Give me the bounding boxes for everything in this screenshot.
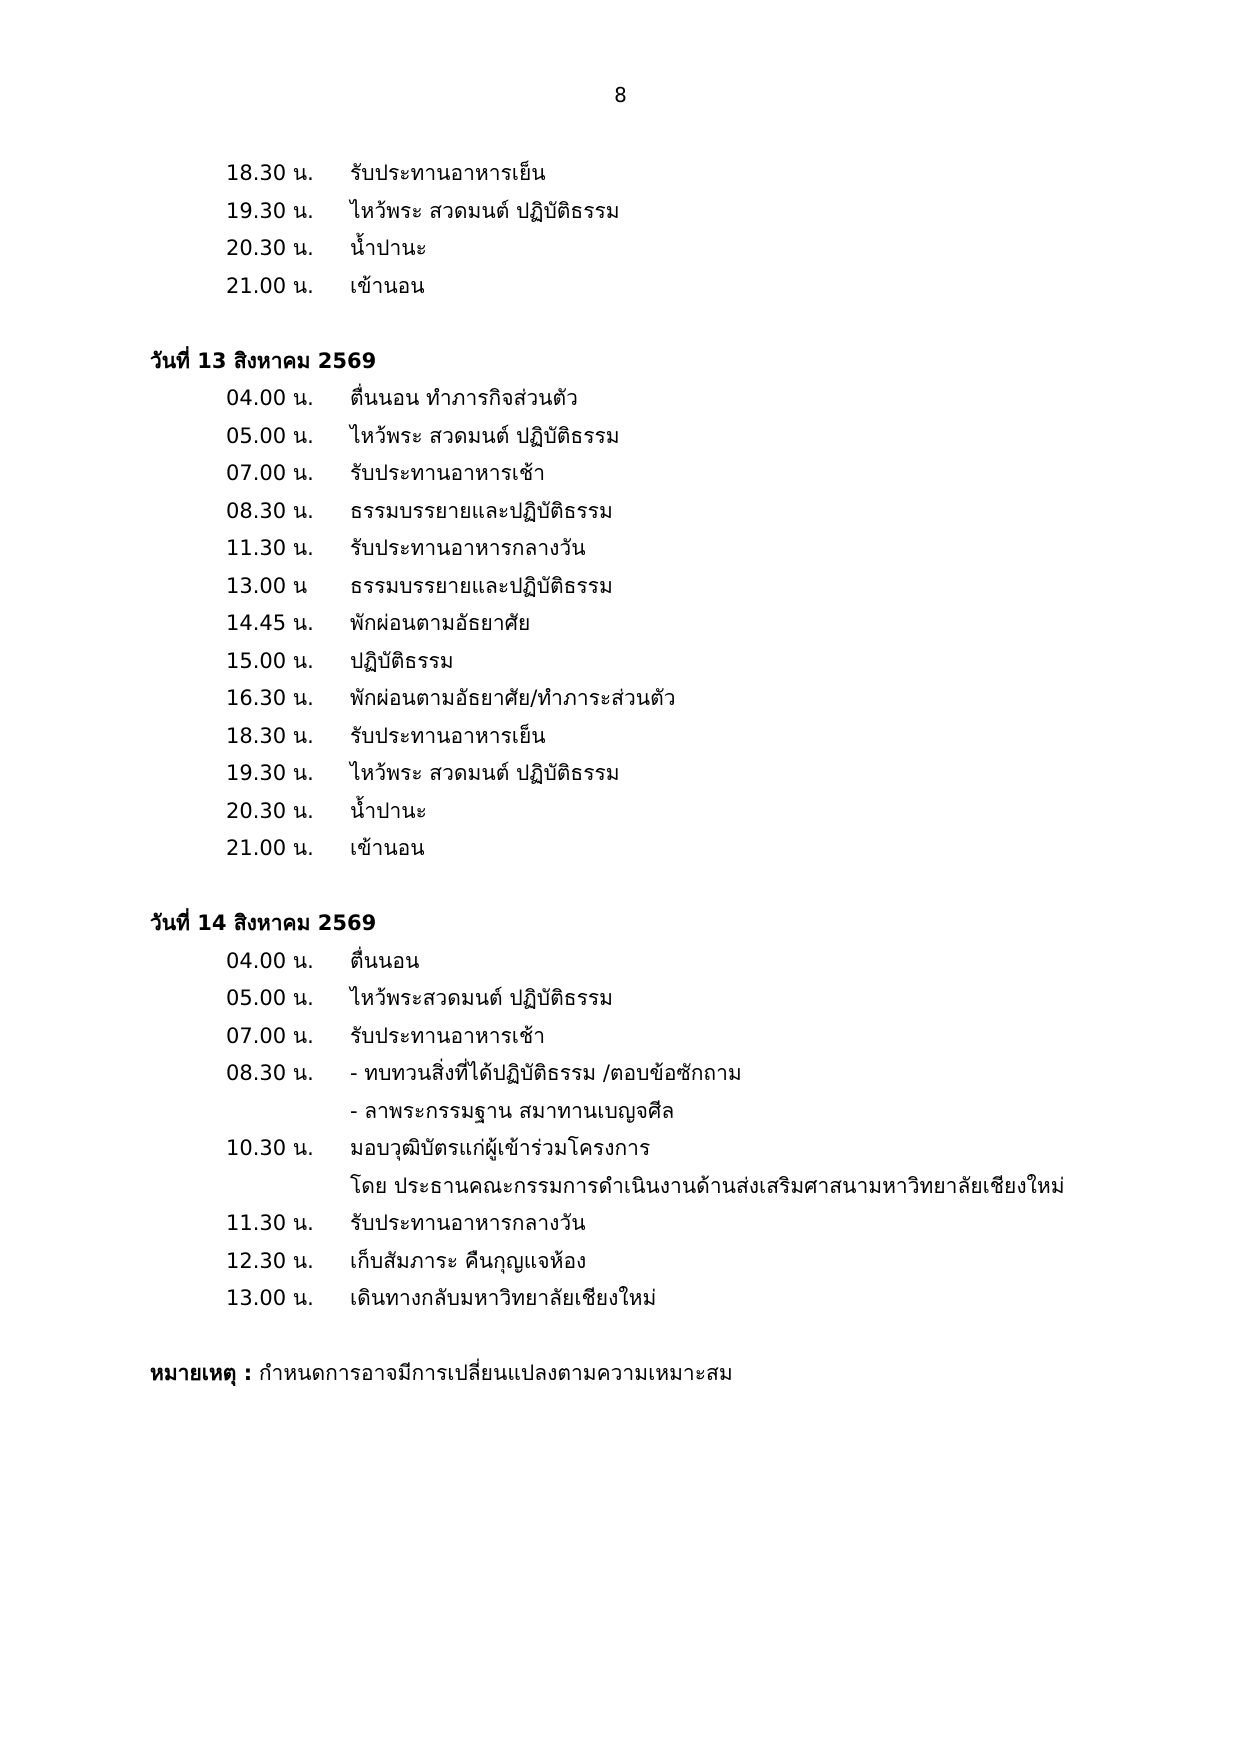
day-14-heading: วันที่ 14 สิงหาคม 2569 [150, 911, 377, 935]
schedule-activity: รับประทานอาหารเย็น [350, 161, 546, 185]
schedule-activity: เข้านอน [350, 836, 425, 860]
schedule-time: 19.30 น. [226, 198, 314, 223]
schedule-time: 11.30 น. [226, 1211, 314, 1235]
schedule-row [150, 643, 1150, 681]
schedule-activity: ไหว้พระ สวดมนต์ ปฏิบัติธรรม [350, 761, 620, 785]
schedule-time: 19.30 น. [226, 761, 314, 785]
remark-label: หมายเหตุ : [150, 1361, 253, 1385]
remark-text: กำหนดการอาจมีการเปลี่ยนแปลงตามความเหมาะสม [252, 1361, 733, 1385]
day-13-heading: วันที่ 13 สิงหาคม 2569 [150, 348, 377, 373]
schedule-activity: โดย ประธานคณะกรรมการดำเนินงานด้านส่งเสริมศาสนามหาวิทยาลัยเชียงใหม่ [350, 1173, 1065, 1198]
schedule-activity: มอบวุฒิบัตรแก่ผู้เข้าร่วมโครงการ [350, 1136, 651, 1160]
schedule-row [150, 418, 1150, 456]
schedule-row [150, 493, 1150, 531]
schedule-time: 08.30 น. [226, 498, 314, 523]
schedule-time: 16.30 น. [226, 686, 314, 710]
schedule-row [150, 268, 1150, 306]
schedule-time: 05.00 น. [226, 423, 314, 448]
day-14-section [150, 905, 1150, 1318]
schedule-row [150, 755, 1150, 793]
schedule-row [150, 1055, 1150, 1093]
schedule-activity: ตื่นนอน [350, 948, 420, 973]
schedule-row [150, 1093, 1150, 1131]
spacer [150, 868, 1150, 906]
schedule-time: 04.00 น. [226, 948, 314, 973]
spacer [150, 305, 1150, 343]
schedule-time: 14.45 น. [226, 611, 314, 635]
schedule-time: 20.30 น. [226, 236, 314, 260]
schedule-activity: ตื่นนอน ทำภารกิจส่วนตัว [350, 386, 578, 410]
schedule-row [150, 718, 1150, 756]
page-number: 8 [614, 83, 627, 107]
schedule-row [150, 830, 1150, 868]
schedule-activity: รับประทานอาหารกลางวัน [350, 1211, 586, 1235]
schedule-activity: เข้านอน [350, 273, 425, 298]
schedule-row [150, 530, 1150, 568]
schedule-time: 11.30 น. [226, 536, 314, 560]
schedule-row [150, 455, 1150, 493]
schedule-activity: น้ำปานะ [350, 798, 427, 823]
schedule-row [150, 980, 1150, 1018]
schedule-row [150, 1130, 1150, 1168]
schedule-activity: ไหว้พระสวดมนต์ ปฏิบัติธรรม [350, 986, 613, 1010]
schedule-row [150, 943, 1150, 981]
schedule-time: 10.30 น. [226, 1136, 314, 1160]
schedule-row [150, 680, 1150, 718]
schedule-time: 18.30 น. [226, 161, 314, 185]
schedule-row [150, 230, 1150, 268]
schedule-time: 04.00 น. [226, 386, 314, 410]
schedule-activity: ไหว้พระ สวดมนต์ ปฏิบัติธรรม [350, 198, 620, 223]
schedule-activity: ไหว้พระ สวดมนต์ ปฏิบัติธรรม [350, 423, 620, 448]
remark [150, 1355, 1150, 1393]
schedule-time: 21.00 น. [226, 273, 314, 298]
schedule-time: 13.00 น [226, 573, 308, 598]
schedule-activity: รับประทานอาหารเย็น [350, 723, 546, 748]
schedule-row [150, 1205, 1150, 1243]
schedule-activity: เดินทางกลับมหาวิทยาลัยเชียงใหม่ [350, 1286, 657, 1310]
spacer [150, 1318, 1150, 1356]
schedule-activity: - ลาพระกรรมฐาน สมาทานเบญจศีล [350, 1098, 675, 1123]
schedule-document [150, 155, 1150, 1393]
schedule-activity: ธรรมบรรยายและปฏิบัติธรรม [350, 573, 613, 598]
schedule-activity: น้ำปานะ [350, 236, 427, 260]
schedule-row [150, 568, 1150, 606]
schedule-time: 07.00 น. [226, 461, 314, 485]
schedule-activity: พักผ่อนตามอัธยาศัย/ทำภาระส่วนตัว [350, 686, 676, 710]
schedule-activity: รับประทานอาหารเช้า [350, 1023, 546, 1048]
day-13-section [150, 343, 1150, 868]
schedule-row [150, 380, 1150, 418]
schedule-time: 21.00 น. [226, 836, 314, 860]
schedule-row [150, 605, 1150, 643]
schedule-time: 05.00 น. [226, 986, 314, 1010]
schedule-activity: รับประทานอาหารกลางวัน [350, 536, 586, 560]
schedule-time: 15.00 น. [226, 648, 314, 673]
schedule-continuation [150, 155, 1150, 305]
schedule-time: 07.00 น. [226, 1023, 314, 1048]
schedule-row [150, 1243, 1150, 1281]
schedule-row [150, 193, 1150, 231]
schedule-activity: เก็บสัมภาระ คืนกุญแจห้อง [350, 1248, 587, 1273]
schedule-activity: ธรรมบรรยายและปฏิบัติธรรม [350, 498, 613, 523]
schedule-activity: พักผ่อนตามอัธยาศัย [350, 611, 531, 635]
schedule-activity: - ทบทวนสิ่งที่ได้ปฏิบัติธรรม /ตอบข้อซักถาม [350, 1061, 742, 1085]
schedule-row [150, 1280, 1150, 1318]
schedule-time: 20.30 น. [226, 798, 314, 823]
schedule-activity: รับประทานอาหารเช้า [350, 461, 546, 485]
schedule-row [150, 1168, 1150, 1206]
schedule-row [150, 155, 1150, 193]
schedule-time: 13.00 น. [226, 1286, 314, 1310]
schedule-time: 08.30 น. [226, 1061, 314, 1085]
schedule-row [150, 1018, 1150, 1056]
schedule-time: 18.30 น. [226, 723, 314, 748]
schedule-row [150, 793, 1150, 831]
schedule-time: 12.30 น. [226, 1248, 314, 1273]
schedule-activity: ปฏิบัติธรรม [350, 648, 454, 673]
